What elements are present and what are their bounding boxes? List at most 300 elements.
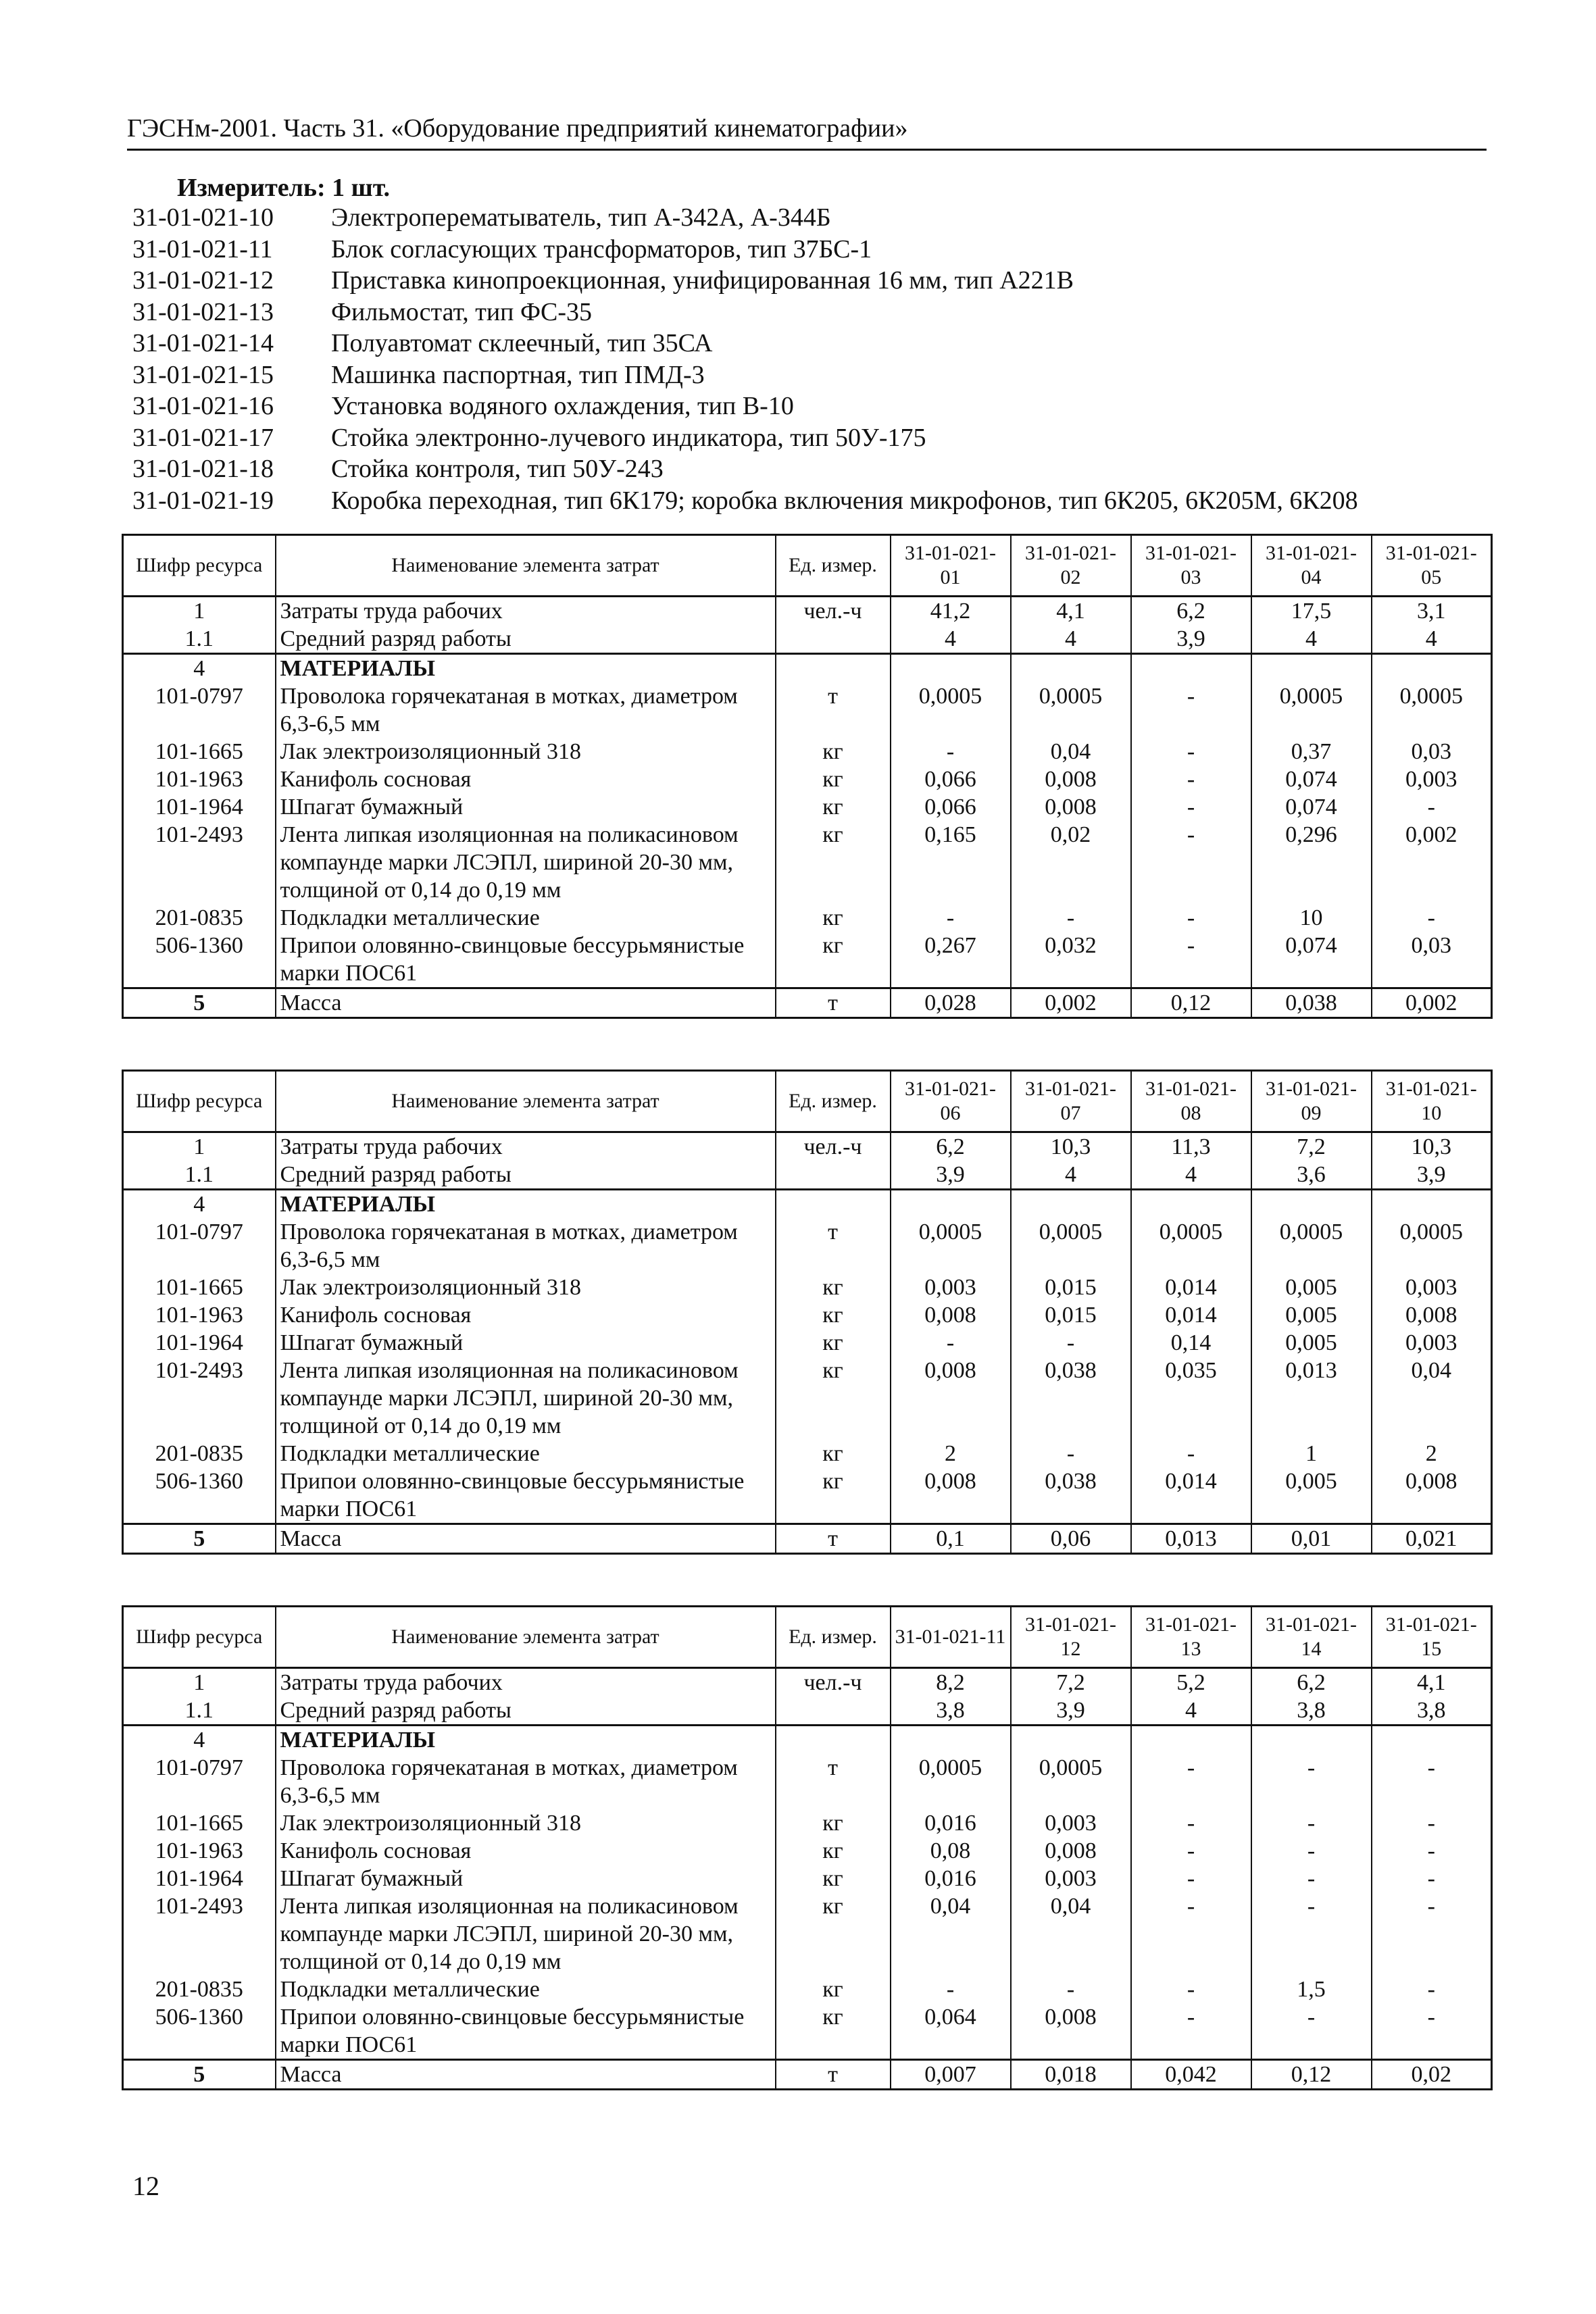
resource-code: 506-1360	[123, 1467, 276, 1524]
resource-code: 1.1	[123, 625, 276, 654]
resource-code: 1	[123, 1132, 276, 1161]
resource-value: 0,296	[1251, 821, 1372, 904]
resource-value: -	[891, 1329, 1011, 1357]
resource-value: 1,5	[1251, 1976, 1372, 2003]
table-row	[123, 988, 1492, 1018]
resource-value: -	[1131, 682, 1251, 738]
resource-value: 0,005	[1251, 1274, 1372, 1301]
resource-name: Масса	[276, 1524, 776, 1554]
resource-value: 0,12	[1251, 2060, 1372, 2090]
table-row	[123, 682, 1492, 738]
resource-value	[1011, 1190, 1131, 1219]
resource-value: 0,003	[1372, 1274, 1492, 1301]
resource-value	[1131, 1190, 1251, 1219]
table-row	[123, 1357, 1492, 1440]
item-code: 31-01-021-11	[132, 234, 273, 263]
resource-unit	[776, 625, 891, 654]
resource-name: Подкладки металлические	[276, 1976, 776, 2003]
resource-name: Подкладки металлические	[276, 1440, 776, 1467]
resource-value: 4,1	[1011, 597, 1131, 626]
resource-value: 0,028	[891, 988, 1011, 1018]
list-item	[132, 266, 1484, 297]
resource-value: 7,2	[1011, 1668, 1131, 1697]
resource-value: 0,008	[1372, 1301, 1492, 1329]
resource-value	[1251, 654, 1372, 683]
header-column-code: 31-01-021-14	[1251, 1607, 1372, 1668]
resource-unit: кг	[776, 1976, 891, 2003]
resource-name: Средний разряд работы	[276, 625, 776, 654]
list-item	[132, 486, 1484, 518]
resource-code: 201-0835	[123, 1440, 276, 1467]
table-row	[123, 2003, 1492, 2060]
resource-value: -	[1011, 904, 1131, 932]
resource-value: -	[891, 904, 1011, 932]
table-row	[123, 597, 1492, 626]
resource-value: -	[891, 738, 1011, 765]
resource-name: Лак электроизоляционный 318	[276, 738, 776, 765]
resource-value: 3,9	[891, 1161, 1011, 1190]
resource-value: 11,3	[1131, 1132, 1251, 1161]
table-row	[123, 821, 1492, 904]
resource-name: Шпагат бумажный	[276, 1329, 776, 1357]
resource-value: -	[1131, 1754, 1251, 1809]
resource-value: 4	[1011, 1161, 1131, 1190]
resource-unit: кг	[776, 1809, 891, 1837]
resource-value: 0,267	[891, 932, 1011, 988]
resource-value: 0,04	[1372, 1357, 1492, 1440]
table-row	[123, 1467, 1492, 1524]
table-row	[123, 765, 1492, 793]
table-row	[123, 1218, 1492, 1274]
resource-value: 0,0005	[891, 1754, 1011, 1809]
resource-value: 1	[1251, 1440, 1372, 1467]
resource-value: 4	[891, 625, 1011, 654]
resource-unit: т	[776, 682, 891, 738]
table-row	[123, 1668, 1492, 1697]
resource-unit: кг	[776, 932, 891, 988]
resource-value: -	[1131, 1809, 1251, 1837]
header-column-code: 31-01-021-04	[1251, 535, 1372, 597]
resource-value: 0,005	[1251, 1301, 1372, 1329]
resource-value	[1131, 654, 1251, 683]
resource-value: -	[1251, 2003, 1372, 2060]
item-list	[132, 203, 1484, 517]
resource-value: -	[1011, 1976, 1131, 2003]
resource-name: Проволока горячекатаная в мотках, диаметром 6,3-6,5 мм	[276, 1218, 776, 1274]
item-code: 31-01-021-17	[132, 423, 274, 452]
resource-value: 0,042	[1131, 2060, 1251, 2090]
resource-value: 0,04	[1011, 738, 1131, 765]
resource-value: 0,018	[1011, 2060, 1131, 2090]
resource-name: МАТЕРИАЛЫ	[276, 1726, 776, 1755]
resource-unit	[776, 654, 891, 683]
resource-unit: кг	[776, 1467, 891, 1524]
header-column-code: 31-01-021-12	[1011, 1607, 1131, 1668]
resource-value: 0,008	[891, 1357, 1011, 1440]
resource-unit: кг	[776, 1837, 891, 1865]
resource-value: 0,038	[1011, 1357, 1131, 1440]
resource-code: 101-1964	[123, 793, 276, 821]
item-name: Приставка кинопроекционная, унифицированная 16 мм, тип А221В	[331, 266, 1074, 295]
resource-unit	[776, 1726, 891, 1755]
resource-value: -	[1251, 1754, 1372, 1809]
resource-value: 4	[1251, 625, 1372, 654]
resource-code: 201-0835	[123, 904, 276, 932]
resource-value: -	[1131, 765, 1251, 793]
item-name: Машинка паспортная, тип ПМД-3	[331, 360, 705, 389]
resource-value: 0,165	[891, 821, 1011, 904]
item-name: Полуавтомат склеечный, тип 35СА	[331, 329, 713, 357]
resource-code: 101-1665	[123, 1809, 276, 1837]
resource-code: 1.1	[123, 1161, 276, 1190]
resource-name: Канифоль сосновая	[276, 765, 776, 793]
header-name: Наименование элемента затрат	[276, 1071, 776, 1132]
resource-code: 1	[123, 1668, 276, 1697]
resource-name: Масса	[276, 2060, 776, 2090]
resource-value: 0,021	[1372, 1524, 1492, 1554]
unit-of-measure: Измеритель: 1 шт.	[177, 174, 391, 202]
item-code: 31-01-021-19	[132, 486, 274, 515]
resource-code: 506-1360	[123, 2003, 276, 2060]
resource-value: 0,03	[1372, 738, 1492, 765]
table-row	[123, 625, 1492, 654]
resource-name: Лента липкая изоляционная на поликасиновом компаунде марки ЛСЭПЛ, шириной 20-30 мм, толщиной от 0,14 до 0,19 мм	[276, 1892, 776, 1976]
table-row	[123, 2060, 1492, 2090]
item-name: Фильмостат, тип ФС-35	[331, 297, 593, 326]
resource-code: 101-2493	[123, 1357, 276, 1440]
header-name: Наименование элемента затрат	[276, 535, 776, 597]
resource-value: 3,9	[1131, 625, 1251, 654]
header-column-code: 31-01-021-02	[1011, 535, 1131, 597]
resource-value	[891, 1190, 1011, 1219]
resource-value: 0,064	[891, 2003, 1011, 2060]
resource-value: -	[1372, 1754, 1492, 1809]
table-row	[123, 1440, 1492, 1467]
resource-name: МАТЕРИАЛЫ	[276, 654, 776, 683]
resource-value: 6,2	[891, 1132, 1011, 1161]
resource-unit: кг	[776, 1440, 891, 1467]
resource-value: 0,1	[891, 1524, 1011, 1554]
resource-code: 4	[123, 1190, 276, 1219]
resource-value: -	[1011, 1440, 1131, 1467]
table-row	[123, 1892, 1492, 1976]
resource-value: 3,1	[1372, 597, 1492, 626]
resource-value: 2	[1372, 1440, 1492, 1467]
resource-value: 0,0005	[1251, 682, 1372, 738]
table-row	[123, 1274, 1492, 1301]
resource-code: 201-0835	[123, 1976, 276, 2003]
table-header-row	[123, 535, 1492, 597]
resource-code: 101-1963	[123, 765, 276, 793]
page-number: 12	[132, 2171, 159, 2201]
resource-name: Масса	[276, 988, 776, 1018]
item-name: Электроперематыватель, тип А-342А, А-344Б	[331, 203, 831, 232]
table-row	[123, 1524, 1492, 1554]
resource-value: 0,013	[1131, 1524, 1251, 1554]
table-header-row	[123, 1607, 1492, 1668]
resource-value: 0,14	[1131, 1329, 1251, 1357]
resource-value: 3,6	[1251, 1161, 1372, 1190]
resource-code: 101-0797	[123, 682, 276, 738]
resource-value: 3,9	[1011, 1696, 1131, 1726]
resource-table	[122, 1605, 1493, 2090]
resource-value	[1251, 1726, 1372, 1755]
resource-value: 0,066	[891, 765, 1011, 793]
table-row	[123, 1329, 1492, 1357]
resource-value: -	[1131, 932, 1251, 988]
resource-code: 5	[123, 2060, 276, 2090]
item-code: 31-01-021-10	[132, 203, 274, 232]
resource-value: 0,02	[1011, 821, 1131, 904]
header-unit: Ед. измер.	[776, 535, 891, 597]
resource-name: Средний разряд работы	[276, 1161, 776, 1190]
resource-unit: чел.-ч	[776, 1668, 891, 1697]
resource-value: 0,003	[1011, 1809, 1131, 1837]
resource-value: 10,3	[1011, 1132, 1131, 1161]
resource-name: Средний разряд работы	[276, 1696, 776, 1726]
resource-value: 0,0005	[1251, 1218, 1372, 1274]
resource-value: 3,8	[891, 1696, 1011, 1726]
resource-name: Припои оловянно-свинцовые бессурьмянистые марки ПОС61	[276, 1467, 776, 1524]
resource-code: 5	[123, 988, 276, 1018]
resource-unit: кг	[776, 793, 891, 821]
resource-value: 6,2	[1251, 1668, 1372, 1697]
resource-name: Канифоль сосновая	[276, 1837, 776, 1865]
header-name: Наименование элемента затрат	[276, 1607, 776, 1668]
header-code: Шифр ресурса	[123, 535, 276, 597]
resource-unit: т	[776, 1218, 891, 1274]
resource-value: 0,002	[1372, 821, 1492, 904]
resource-unit: кг	[776, 1865, 891, 1892]
resource-value: 4	[1131, 1696, 1251, 1726]
resource-value: 0,003	[1372, 765, 1492, 793]
resource-value: -	[1372, 1892, 1492, 1976]
resource-value: 0,035	[1131, 1357, 1251, 1440]
resource-value: -	[1372, 904, 1492, 932]
item-name: Стойка контроля, тип 50У-243	[331, 455, 664, 483]
header-column-code: 31-01-021-13	[1131, 1607, 1251, 1668]
resource-value: 0,002	[1011, 988, 1131, 1018]
resource-value	[891, 1726, 1011, 1755]
resource-value: 10,3	[1372, 1132, 1492, 1161]
resource-value: 0,008	[1011, 1837, 1131, 1865]
resource-value: 3,8	[1372, 1696, 1492, 1726]
list-item	[132, 328, 1484, 360]
resource-value: 0,005	[1251, 1329, 1372, 1357]
resource-value: 0,002	[1372, 988, 1492, 1018]
header-column-code: 31-01-021-09	[1251, 1071, 1372, 1132]
table-row	[123, 904, 1492, 932]
resource-code: 101-1963	[123, 1837, 276, 1865]
resource-name: МАТЕРИАЛЫ	[276, 1190, 776, 1219]
list-item	[132, 423, 1484, 455]
resource-value: 0,014	[1131, 1467, 1251, 1524]
resource-value	[1251, 1190, 1372, 1219]
resource-name: Шпагат бумажный	[276, 793, 776, 821]
resource-unit: т	[776, 988, 891, 1018]
resource-value: -	[1131, 821, 1251, 904]
resource-value: 0,0005	[1011, 682, 1131, 738]
resource-value: -	[1251, 1809, 1372, 1837]
header-column-code: 31-01-021-05	[1372, 535, 1492, 597]
resource-value: -	[1372, 2003, 1492, 2060]
table-row	[123, 1754, 1492, 1809]
resource-value: 0,0005	[1372, 1218, 1492, 1274]
resource-value	[1372, 1726, 1492, 1755]
resource-value: -	[1131, 793, 1251, 821]
resource-name: Подкладки металлические	[276, 904, 776, 932]
resource-value: -	[1131, 738, 1251, 765]
table-row	[123, 1301, 1492, 1329]
resource-value: 0,0005	[891, 682, 1011, 738]
resource-value: 0,038	[1011, 1467, 1131, 1524]
page-header: ГЭСНм-2001. Часть 31. «Оборудование предприятий кинематографии»	[127, 115, 1487, 151]
resource-value: 0,066	[891, 793, 1011, 821]
resource-name: Лак электроизоляционный 318	[276, 1809, 776, 1837]
resource-unit: кг	[776, 821, 891, 904]
item-code: 31-01-021-12	[132, 266, 274, 295]
list-item	[132, 203, 1484, 234]
resource-value: -	[1131, 1440, 1251, 1467]
list-item	[132, 234, 1484, 266]
header-column-code: 31-01-021-06	[891, 1071, 1011, 1132]
resource-code: 4	[123, 654, 276, 683]
resource-name: Канифоль сосновая	[276, 1301, 776, 1329]
resource-value: -	[1131, 1976, 1251, 2003]
table-row	[123, 1837, 1492, 1865]
resource-code: 1.1	[123, 1696, 276, 1726]
resource-value: -	[1251, 1865, 1372, 1892]
resource-value: 0,015	[1011, 1301, 1131, 1329]
resource-value: -	[1131, 2003, 1251, 2060]
table-row	[123, 1865, 1492, 1892]
list-item	[132, 297, 1484, 329]
resource-code: 1	[123, 597, 276, 626]
resource-name: Проволока горячекатаная в мотках, диаметром 6,3-6,5 мм	[276, 682, 776, 738]
header-column-code: 31-01-021-11	[891, 1607, 1011, 1668]
resource-code: 101-1665	[123, 1274, 276, 1301]
resource-value	[891, 654, 1011, 683]
resource-value: 0,008	[891, 1301, 1011, 1329]
header-unit: Ед. измер.	[776, 1071, 891, 1132]
resource-value: 0,013	[1251, 1357, 1372, 1440]
resource-value: 10	[1251, 904, 1372, 932]
resource-value: 0,04	[891, 1892, 1011, 1976]
header-code: Шифр ресурса	[123, 1071, 276, 1132]
resource-value: 41,2	[891, 597, 1011, 626]
resource-value: 0,03	[1372, 932, 1492, 988]
table-row	[123, 1132, 1492, 1161]
resource-value: -	[1372, 1809, 1492, 1837]
resource-value: 0,003	[891, 1274, 1011, 1301]
header-column-code: 31-01-021-03	[1131, 535, 1251, 597]
resource-value: 0,032	[1011, 932, 1131, 988]
resource-unit: кг	[776, 1329, 891, 1357]
resource-value: -	[1011, 1329, 1131, 1357]
table-row	[123, 1809, 1492, 1837]
header-column-code: 31-01-021-15	[1372, 1607, 1492, 1668]
resource-unit: кг	[776, 1357, 891, 1440]
header-column-code: 31-01-021-07	[1011, 1071, 1131, 1132]
resource-value: 0,016	[891, 1865, 1011, 1892]
resource-value: 0,0005	[1011, 1754, 1131, 1809]
resource-unit: кг	[776, 765, 891, 793]
resource-code: 101-0797	[123, 1218, 276, 1274]
resource-value: 4	[1372, 625, 1492, 654]
resource-code: 101-1665	[123, 738, 276, 765]
resource-value: 0,37	[1251, 738, 1372, 765]
resource-value: 6,2	[1131, 597, 1251, 626]
resource-code: 506-1360	[123, 932, 276, 988]
resource-value: 0,005	[1251, 1467, 1372, 1524]
resource-value: 0,003	[1372, 1329, 1492, 1357]
item-code: 31-01-021-16	[132, 392, 274, 420]
item-name: Блок согласующих трансформаторов, тип 37БС-1	[331, 234, 872, 263]
resource-value: 0,008	[1011, 765, 1131, 793]
resource-name: Припои оловянно-свинцовые бессурьмянистые марки ПОС61	[276, 2003, 776, 2060]
item-name: Стойка электронно-лучевого индикатора, тип 50У-175	[331, 423, 926, 452]
resource-value: 0,074	[1251, 793, 1372, 821]
table-row	[123, 1161, 1492, 1190]
resource-value	[1011, 1726, 1131, 1755]
item-code: 31-01-021-14	[132, 329, 274, 357]
resource-value: 0,074	[1251, 932, 1372, 988]
resource-value: 0,014	[1131, 1301, 1251, 1329]
resource-value: 3,8	[1251, 1696, 1372, 1726]
resource-value: 0,015	[1011, 1274, 1131, 1301]
resource-value: -	[1131, 904, 1251, 932]
resource-name: Затраты труда рабочих	[276, 1132, 776, 1161]
resource-value: 0,008	[891, 1467, 1011, 1524]
item-code: 31-01-021-15	[132, 360, 274, 389]
resource-value: -	[1251, 1837, 1372, 1865]
table-row	[123, 932, 1492, 988]
resource-value: 0,074	[1251, 765, 1372, 793]
resource-code: 101-2493	[123, 1892, 276, 1976]
list-item	[132, 454, 1484, 486]
resource-value: 0,0005	[1011, 1218, 1131, 1274]
resource-name: Проволока горячекатаная в мотках, диаметром 6,3-6,5 мм	[276, 1754, 776, 1809]
resource-unit: т	[776, 1524, 891, 1554]
resource-code: 101-1964	[123, 1865, 276, 1892]
resource-value: 0,003	[1011, 1865, 1131, 1892]
item-code: 31-01-021-13	[132, 297, 274, 326]
resource-code: 101-1964	[123, 1329, 276, 1357]
list-item	[132, 391, 1484, 423]
resource-unit: кг	[776, 1274, 891, 1301]
resource-value: -	[1372, 1865, 1492, 1892]
header-unit: Ед. измер.	[776, 1607, 891, 1668]
resource-name: Лента липкая изоляционная на поликасиновом компаунде марки ЛСЭПЛ, шириной 20-30 мм, толщиной от 0,14 до 0,19 мм	[276, 1357, 776, 1440]
resource-value	[1131, 1726, 1251, 1755]
table-row	[123, 654, 1492, 683]
resource-value: 3,9	[1372, 1161, 1492, 1190]
resource-value: 0,08	[891, 1837, 1011, 1865]
table-row	[123, 1696, 1492, 1726]
resource-value: -	[891, 1976, 1011, 2003]
resource-value: 0,007	[891, 2060, 1011, 2090]
header-column-code: 31-01-021-01	[891, 535, 1011, 597]
resource-name: Затраты труда рабочих	[276, 597, 776, 626]
resource-name: Шпагат бумажный	[276, 1865, 776, 1892]
resource-value: 4	[1131, 1161, 1251, 1190]
resource-unit: чел.-ч	[776, 1132, 891, 1161]
table-row	[123, 1190, 1492, 1219]
resource-value: 2	[891, 1440, 1011, 1467]
list-item	[132, 360, 1484, 392]
item-name: Коробка переходная, тип 6К179; коробка включения микрофонов, тип 6К205, 6К205М, 6К208	[331, 486, 1358, 515]
resource-value: 0,008	[1372, 1467, 1492, 1524]
